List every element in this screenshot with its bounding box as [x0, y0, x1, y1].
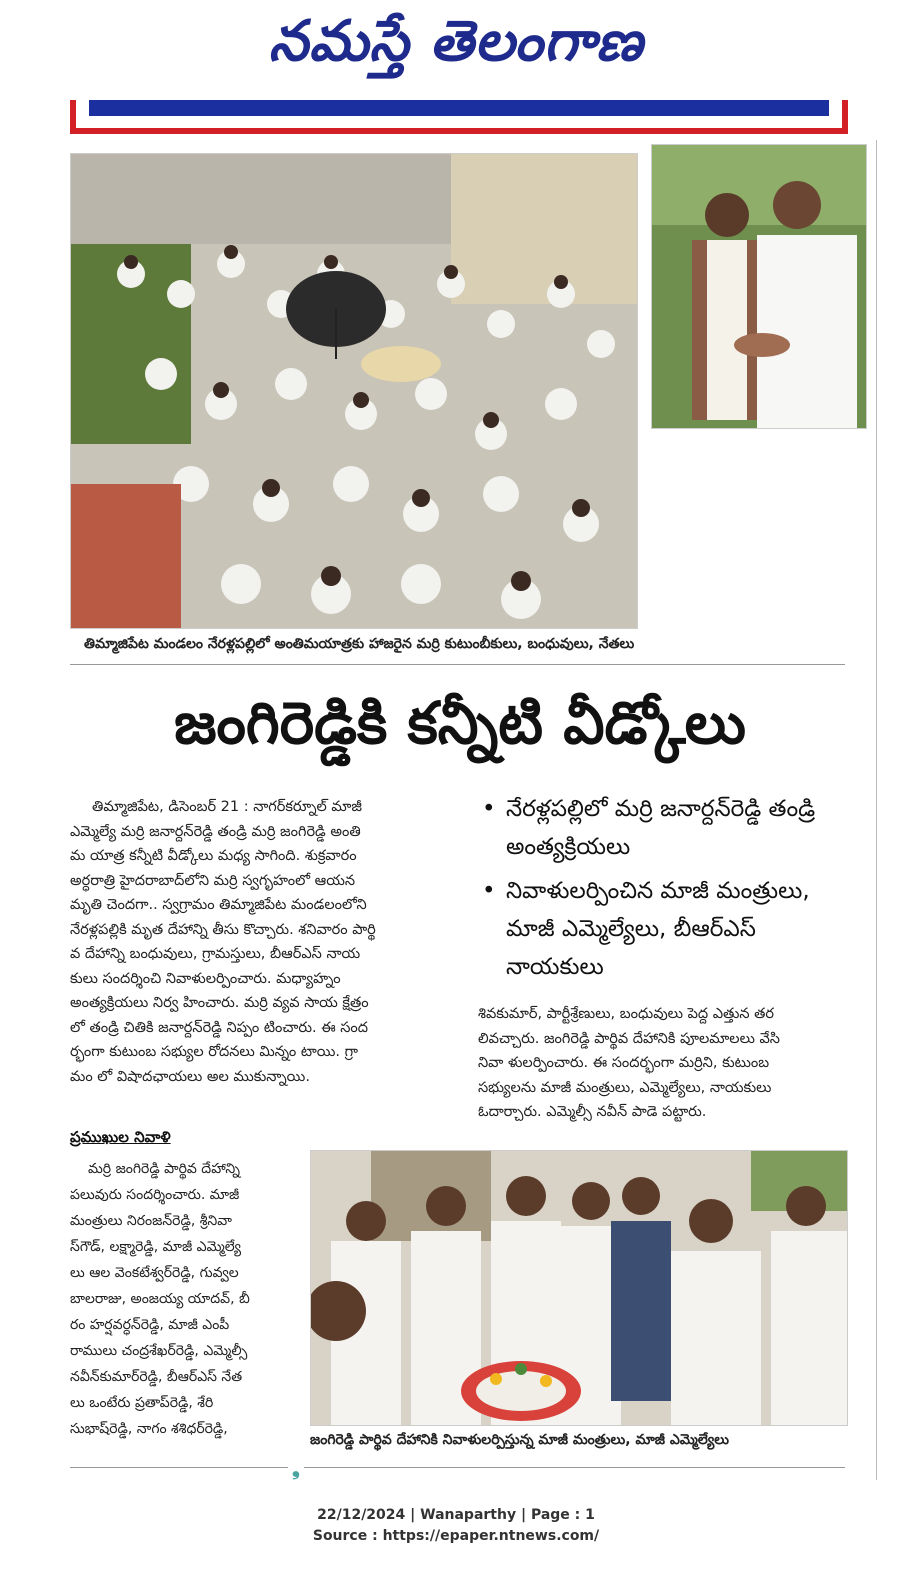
highlight-item: • నివాళులర్పించిన మాజీ మంత్రులు, మాజీ ఎమ్మెల్యేలు, బీఆర్‌ఎస్ నాయకులు [478, 872, 858, 986]
body-line: శివకుమార్, పార్టీశ్రేణులు, బంధువులు పెద్ద ఎత్తున తర [478, 1006, 775, 1022]
crowd-photo [70, 153, 638, 629]
bullet-icon: • [482, 796, 496, 822]
article-body-right [478, 1002, 863, 1125]
body-line: మ యాత్ర కన్నీటి వీడ్కోలు మధ్య సాగింది. శుక్రవారం [70, 848, 357, 864]
body-line: అంత్యక్రియలు నిర్వ హించారు. మర్రి వ్యవ సాయ క్షేత్రం [70, 995, 369, 1011]
body-line: ఓదార్చారు. ఎమ్మెల్సీ నవీన్ పాడె పట్టారు. [478, 1104, 707, 1120]
bottom-photo-caption: జంగిరెడ్డి పార్థివ దేహానికి నివాళులర్పిస్తున్న మాజీ మంత్రులు, మాజీ ఎమ్మెల్యేలు [310, 1432, 730, 1448]
body-line: వ దేహాన్ని బంధువులు, గ్రామస్తులు, బీఆర్‌ఎస్ నాయ [70, 946, 361, 962]
body-line: సుభాష్‌రెడ్డి, నాగం శశిధర్‌రెడ్డి, [70, 1421, 228, 1437]
body-line: సభ్యులను మాజీ మంత్రులు, ఎమ్మెల్యేలు, నాయకులు [478, 1079, 772, 1096]
footer-source: Source : https://epaper.ntnews.com/ [312, 1528, 600, 1544]
body-line: ర్భంగా కుటుంబ సభ్యుల రోదనలు మిన్నం టాయి. గ్రా [70, 1044, 358, 1060]
article-headline: జంగిరెడ్డికి కన్నీటి వీడ్కోలు [174, 689, 746, 757]
body-line: రాములు చంద్రశేఖర్‌రెడ్డి, ఎమ్మెల్సీ [70, 1343, 248, 1359]
body-line: స్‌గౌడ్, లక్ష్మారెడ్డి, మాజీ ఎమ్మెల్యే [70, 1239, 242, 1255]
page-edge-rule [876, 140, 877, 1480]
end-mark-icon: ❟ [288, 1456, 304, 1480]
body-line: అర్ధరాత్రి హైదరాబాద్‌లోని మర్రి స్వగృహంలో ఆయన [70, 872, 356, 889]
body-line: లివచ్చారు. జంగిరెడ్డి పార్థివ దేహానికి పూలమాలలు వేసి [478, 1030, 780, 1047]
article-body-lower [70, 1156, 305, 1442]
body-line: పలువురు సందర్శించారు. మాజీ [70, 1187, 240, 1203]
body-line: లు ఆల వెంకటేశ్వర్‌రెడ్డి, గువ్వల [70, 1265, 239, 1281]
body-line: నవీన్‌కుమార్‌రెడ్డి, బీఆర్‌ఎస్ నేత [70, 1369, 243, 1385]
body-line: కులు సందర్శించి నివాళులర్పించారు. మధ్యాహ్నం [70, 970, 341, 987]
body-line: మంత్రులు నిరంజన్‌రెడ్డి, శ్రీనివా [70, 1213, 232, 1229]
article-highlights [478, 790, 858, 992]
article-body-left [70, 795, 465, 1089]
body-line: మర్రి జంగిరెడ్డి పార్థివ దేహాన్ని [88, 1161, 240, 1177]
newspaper-logo: నమస్తే తెలంగాణ [268, 9, 644, 74]
body-line: నివా ళులర్పించారు. ఈ సందర్భంగా మర్రిని, కుటుంబ [478, 1055, 770, 1071]
body-line: లో తండ్రి చితికి జనార్దన్‌రెడ్డి నిప్పం టించారు. ఈ సంద [70, 1019, 369, 1036]
bottom-divider [70, 1467, 845, 1468]
bullet-icon: • [482, 878, 496, 904]
condolence-photo [651, 144, 867, 429]
body-line: మం లో విషాదఛాయలు అల ముకున్నాయి. [70, 1068, 310, 1085]
body-line: తిమ్మాజిపేట, డిసెంబర్ 21 : నాగర్‌కర్నూల్ మాజీ [92, 799, 362, 815]
body-line: బాలరాజు, అంజయ్య యాదవ్, బీ [70, 1291, 250, 1307]
section-subhead: ప్రముఖుల నివాళి [70, 1128, 171, 1146]
body-line: రం హర్షవర్ధన్‌రెడ్డి, మాజీ ఎంపీ [70, 1317, 230, 1333]
masthead-band-blue [89, 100, 829, 116]
body-line: లు ఒంటేరు ప్రతాప్‌రెడ్డి, శేరి [70, 1395, 214, 1411]
caption-divider [70, 664, 845, 665]
body-line: ఎమ్మెల్యే మర్రి జనార్దన్‌రెడ్డి తండ్రి మర్రి జంగిరెడ్డి అంతి [70, 823, 361, 840]
top-photo-caption: తిమ్మాజిపేట మండలం నేరళ్లపల్లిలో అంతిమయాత్రకు హాజరైన మర్రి కుటుంబీకులు, బంధువులు, నేతలు [84, 636, 635, 652]
body-line: నేరళ్లపల్లికి మృత దేహాన్ని తీసు కొచ్చారు. శనివారం పార్థి [70, 921, 376, 938]
masthead [0, 0, 912, 140]
tribute-photo [310, 1150, 848, 1426]
body-line: మృతి చెందగా.. స్వగ్రామం తిమ్మాజిపేట మండలంలోని [70, 897, 367, 913]
footer-date-edition: 22/12/2024 | Wanaparthy | Page : 1 [317, 1507, 595, 1523]
highlight-item: • నేరళ్లపల్లిలో మర్రి జనార్దన్‌రెడ్డి తండ్రి అంత్యక్రియలు [478, 790, 858, 866]
